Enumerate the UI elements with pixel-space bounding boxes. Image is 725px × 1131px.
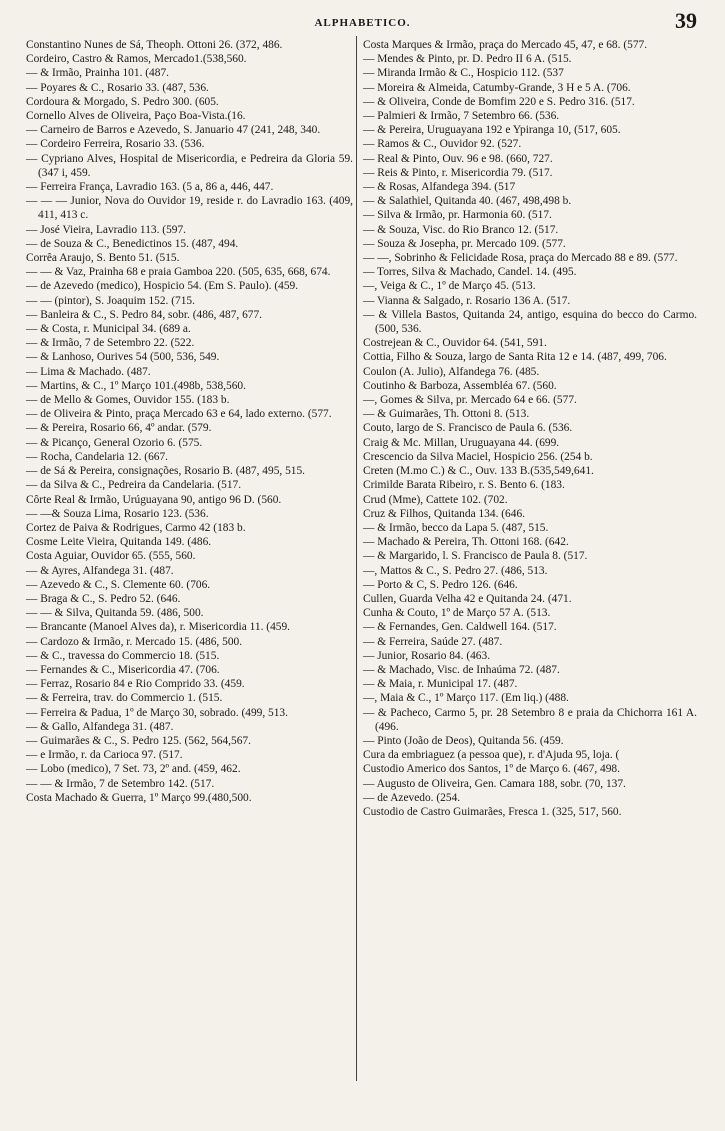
- directory-entry: — de Azevedo. (254.: [363, 791, 461, 804]
- directory-entry: — Mendes & Pinto, pr. D. Pedro II 6 A. (515.: [363, 53, 572, 66]
- directory-entry: Custodio Americo dos Santos, 1º de Março 6. (467, 498.: [363, 763, 620, 776]
- directory-entry: Couto, largo de S. Francisco de Paula 6. (536.: [363, 422, 573, 435]
- right-entry-list: [363, 38, 697, 819]
- directory-entry: — Reis & Pinto, r. Misericordia 79. (517.: [363, 166, 553, 179]
- directory-entry: — Rocha, Candelaria 12. (667.: [26, 450, 169, 463]
- directory-entry: Coutinho & Barboza, Assembléa 67. (560.: [363, 379, 557, 392]
- directory-entry: — & Pereira, Uruguayana 192 e Ypiranga 10, (517, 605.: [363, 124, 621, 137]
- directory-entry: Craig & Mc. Millan, Uruguayana 44. (699.: [363, 436, 560, 449]
- directory-entry: — & Machado, Visc. de Inhaúma 72. (487.: [363, 663, 560, 676]
- directory-entry: — Ferreira França, Lavradio 163. (5 a, 86 a, 446, 447.: [26, 181, 274, 194]
- directory-entry: — Palmieri & Irmão, 7 Setembro 66. (536.: [363, 110, 560, 123]
- directory-entry: Cottia, Filho & Souza, largo de Santa Rita 12 e 14. (487, 499, 706.: [363, 351, 667, 364]
- directory-entry: Constantino Nunes de Sá, Theoph. Ottoni 26. (372, 486.: [26, 39, 283, 51]
- directory-entry: — de Sá & Pereira, consignações, Rosario B. (487, 495, 515.: [26, 465, 306, 478]
- directory-entry: — Lima & Machado. (487.: [26, 365, 151, 378]
- directory-entry: — & Fernandes, Gen. Caldwell 164. (517.: [363, 621, 557, 634]
- directory-entry: —, Gomes & Silva, pr. Mercado 64 e 66. (577.: [363, 394, 577, 407]
- directory-entry: — Ferreira & Padua, 1º de Março 30, sobrado. (499, 513.: [26, 706, 288, 719]
- directory-entry: Cunha & Couto, 1º de Março 57 A. (513.: [363, 607, 551, 620]
- directory-entry: — & Margarido, l. S. Francisco de Paula 8. (517.: [363, 550, 588, 563]
- directory-entry: — José Vieira, Lavradio 113. (597.: [26, 223, 187, 236]
- directory-entry: Creten (M.mo C.) & C., Ouv. 133 B.(535,549,641.: [363, 465, 594, 478]
- directory-entry: Côrte Real & Irmão, Urúguayana 90, antigo 96 D. (560.: [26, 493, 282, 506]
- directory-entry: Coulon (A. Julio), Alfandega 76. (485.: [363, 365, 540, 378]
- directory-entry: — Ferraz, Rosario 84 e Rio Comprido 33. (459.: [26, 678, 245, 691]
- directory-entry: — Fernandes & C., Misericordia 47. (706.: [26, 663, 220, 676]
- directory-entry: — Cordeiro Ferreira, Rosario 33. (536.: [26, 138, 205, 151]
- directory-entry: — Cypriano Alves, Hospital de Misericordia, e Pedreira da Gloria 59. (347 i, 459.: [26, 152, 353, 179]
- directory-entry: — de Azevedo (medico), Hospicio 54. (Em S. Paulo). (459.: [26, 280, 299, 293]
- directory-entry: — — & Irmão, 7 de Setembro 142. (517.: [26, 777, 215, 790]
- directory-entry: Cortez de Paiva & Rodrigues, Carmo 42 (183 b.: [26, 521, 246, 534]
- left-entry-list: [26, 38, 353, 805]
- directory-entry: — Porto & C, S. Pedro 126. (646.: [363, 578, 518, 591]
- directory-entry: — & Gallo, Alfandega 31. (487.: [26, 720, 174, 733]
- left-column: [26, 38, 353, 805]
- directory-entry: Cura da embriaguez (a pessoa que), r. d'Ajuda 95, loja. (: [363, 749, 620, 762]
- directory-entry: — Souza & Josepha, pr. Mercado 109. (577.: [363, 237, 566, 250]
- directory-entry: — Miranda Irmão & C., Hospicio 112. (537: [363, 67, 564, 80]
- directory-entry: —, Maia & C., 1º Março 117. (Em liq.) (488.: [363, 692, 569, 705]
- directory-entry: —, Veiga & C., 1º de Março 45. (513.: [363, 280, 536, 293]
- directory-entry: — — — Junior, Nova do Ouvidor 19, reside r. do Lavradio 163. (409, 411, 413 c.: [26, 195, 353, 222]
- directory-entry: —, Mattos & C., S. Pedro 27. (486, 513.: [363, 564, 548, 577]
- directory-entry: — & Rosas, Alfandega 394. (517: [363, 181, 516, 194]
- directory-entry: — —& Souza Lima, Rosario 123. (536.: [26, 507, 209, 520]
- directory-entry: Crud (Mme), Cattete 102. (702.: [363, 493, 508, 506]
- directory-entry: — Carneiro de Barros e Azevedo, S. Januario 47 (241, 248, 340.: [26, 124, 321, 137]
- directory-entry: — de Oliveira & Pinto, praça Mercado 63 e 64, lado externo. (577.: [26, 408, 332, 421]
- directory-entry: — Pinto (João de Deos), Quitanda 56. (459.: [363, 734, 564, 747]
- directory-entry: Crescencio da Silva Maciel, Hospicio 256. (254 b.: [363, 450, 593, 463]
- directory-entry: — da Silva & C., Pedreira da Candelaria. (517.: [26, 479, 242, 492]
- directory-entry: — Moreira & Almeida, Catumby-Grande, 3 H e 5 A. (706.: [363, 81, 631, 94]
- directory-entry: — Banleira & C., S. Pedro 84, sobr. (486, 487, 677.: [26, 308, 263, 321]
- directory-entry: — Ramos & C., Ouvidor 92. (527.: [363, 138, 522, 151]
- directory-entry: — & Irmão, becco da Lapa 5. (487, 515.: [363, 521, 549, 534]
- directory-entry: — & Maia, r. Municipal 17. (487.: [363, 678, 518, 691]
- directory-entry: — Azevedo & C., S. Clemente 60. (706.: [26, 578, 211, 591]
- directory-entry: — Poyares & C., Rosario 33. (487, 536.: [26, 81, 209, 94]
- running-title: ALPHABETICO.: [314, 17, 411, 29]
- directory-entry: Corrêa Araujo, S. Bento 51. (515.: [26, 252, 180, 265]
- directory-entry: — & Pereira, Rosario 66, 4º andar. (579.: [26, 422, 212, 435]
- directory-entry: Costa Aguiar, Ouvidor 65. (555, 560.: [26, 550, 196, 563]
- directory-entry: — & Ayres, Alfandega 31. (487.: [26, 564, 174, 577]
- directory-entry: — Junior, Rosario 84. (463.: [363, 649, 491, 662]
- directory-entry: Costa Machado & Guerra, 1º Março 99.(480,500.: [26, 791, 252, 804]
- directory-entry: — & Ferreira, Saúde 27. (487.: [363, 635, 503, 648]
- directory-entry: — —, Sobrinho & Felicidade Rosa, praça do Mercado 88 e 89. (577.: [363, 252, 678, 265]
- directory-entry: — Martins, & C., 1º Março 101.(498b, 538,560.: [26, 379, 246, 392]
- directory-entry: — Machado & Pereira, Th. Ottoni 168. (642.: [363, 536, 569, 549]
- directory-entry: — & Irmão, 7 de Setembro 22. (522.: [26, 337, 195, 350]
- directory-entry: — & Costa, r. Municipal 34. (689 a.: [26, 323, 191, 336]
- directory-entry: Custodio de Castro Guimarães, Fresca 1. (325, 517, 560.: [363, 805, 622, 818]
- directory-entry: — Silva & Irmão, pr. Harmonia 60. (517.: [363, 209, 552, 222]
- directory-entry: — Torres, Silva & Machado, Candel. 14. (495.: [363, 266, 577, 279]
- directory-entry: — & Villela Bastos, Quitanda 24, antigo, esquina do becco do Carmo. (500, 536.: [363, 308, 697, 336]
- directory-entry: Cornello Alves de Oliveira, Paço Boa-Vista.(16.: [26, 110, 246, 123]
- directory-entry: — Braga & C., S. Pedro 52. (646.: [26, 592, 181, 605]
- directory-entry: Costrejean & C., Ouvidor 64. (541, 591.: [363, 337, 547, 350]
- directory-entry: — & Oliveira, Conde de Bomfim 220 e S. Pedro 316. (517.: [363, 95, 635, 108]
- directory-entry: Costa Marques & Irmão, praça do Mercado 45, 47, e 68. (577.: [363, 39, 648, 51]
- directory-entry: — & Lanhoso, Ourives 54 (500, 536, 549.: [26, 351, 220, 364]
- directory-entry: — Lobo (medico), 7 Set. 73, 2º and. (459, 462.: [26, 763, 241, 776]
- directory-entry: — — & Vaz, Prainha 68 e praia Gamboa 220. (505, 635, 668, 674.: [26, 266, 331, 279]
- directory-entry: — & Guimarães, Th. Ottoni 8. (513.: [363, 408, 530, 421]
- directory-entry: — Augusto de Oliveira, Gen. Camara 188, sobr. (70, 137.: [363, 777, 626, 790]
- directory-entry: — & Souza, Visc. do Rio Branco 12. (517.: [363, 223, 559, 236]
- directory-entry: — & Salathiel, Quitanda 40. (467, 498,498 b.: [363, 195, 572, 208]
- directory-entry: — & Irmão, Prainha 101. (487.: [26, 67, 169, 80]
- directory-entry: Cordoura & Morgado, S. Pedro 300. (605.: [26, 95, 219, 108]
- directory-entry: — Brancante (Manoel Alves da), r. Misericordia 11. (459.: [26, 621, 291, 634]
- page-number: 39: [675, 8, 697, 33]
- directory-entry: — e Irmão, r. da Carioca 97. (517.: [26, 749, 183, 762]
- directory-entry: — Real & Pinto, Ouv. 96 e 98. (660, 727.: [363, 152, 553, 165]
- directory-entry: Crimilde Barata Ribeiro, r. S. Bento 6. (183.: [363, 479, 565, 492]
- directory-entry: — & Pacheco, Carmo 5, pr. 28 Setembro 8 e praia da Chichorra 161 A. (496.: [363, 706, 697, 733]
- directory-entry: — Cardozo & Irmão, r. Mercado 15. (486, 500.: [26, 635, 243, 648]
- page-header: [0, 8, 725, 36]
- directory-entry: — — (pintor), S. Joaquim 152. (715.: [26, 294, 195, 307]
- directory-entry: — de Mello & Gomes, Ouvidor 155. (183 b.: [26, 394, 230, 407]
- directory-entry: Cordeiro, Castro & Ramos, Mercado1.(538,560.: [26, 53, 247, 66]
- directory-entry: Cullen, Guarda Velha 42 e Quitanda 24. (471.: [363, 592, 572, 605]
- directory-entry: — & Picanço, General Ozorio 6. (575.: [26, 436, 203, 449]
- directory-entry: — Guimarães & C., S. Pedro 125. (562, 564,567.: [26, 734, 251, 747]
- right-column: [363, 38, 697, 819]
- column-divider: [356, 36, 357, 1081]
- directory-entry: Cosme Leite Vieira, Quitanda 149. (486.: [26, 536, 212, 549]
- directory-entry: — & C., travessa do Commercio 18. (515.: [26, 649, 220, 662]
- directory-entry: — & Ferreira, trav. do Commercio 1. (515.: [26, 692, 223, 705]
- directory-entry: — — & Silva, Quitanda 59. (486, 500.: [26, 607, 204, 620]
- directory-entry: — Vianna & Salgado, r. Rosario 136 A. (517.: [363, 294, 571, 307]
- directory-entry: — de Souza & C., Benedictinos 15. (487, 494.: [26, 237, 239, 250]
- directory-entry: Cruz & Filhos, Quitanda 134. (646.: [363, 507, 525, 520]
